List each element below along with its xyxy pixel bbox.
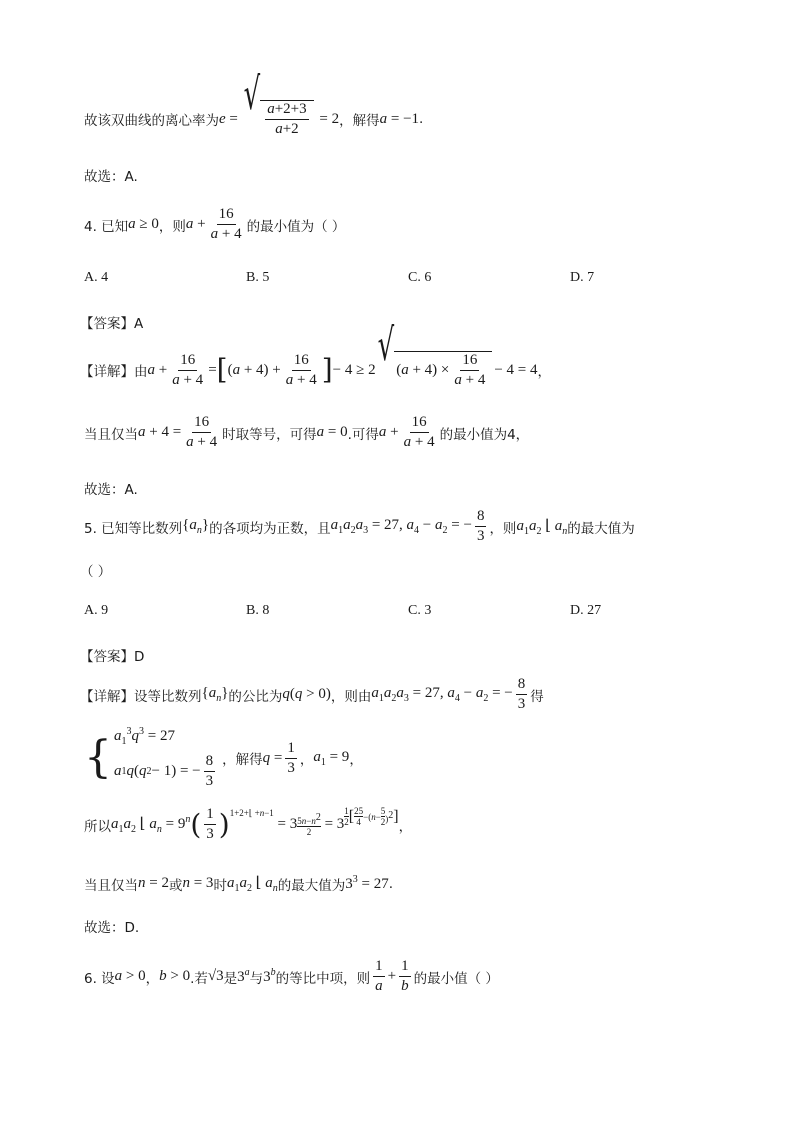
- text: 当且仅当: [84, 426, 138, 443]
- option-c[interactable]: C. 3: [408, 603, 432, 618]
- text: 的等比中项，则: [275, 970, 371, 987]
- line-eccentricity: [84, 70, 424, 138]
- system: { $a_1^3q^3 = 27$ a 1 q ( q 2 − 1) = − $\frac{8}{3}$: [84, 726, 214, 789]
- math: a ≥ 0: [128, 216, 159, 232]
- text: .若: [190, 970, 208, 987]
- math: $a_1a_2$ ⌊ $a_n = 9^n$: [111, 814, 191, 835]
- math: $a_1a_2$ ⌊ $a_n$: [516, 518, 568, 537]
- option-b[interactable]: B. 8: [246, 603, 270, 618]
- math: =: [225, 110, 242, 127]
- bracket: [: [216, 353, 228, 386]
- text: .: [419, 111, 424, 127]
- text: 所以: [84, 818, 111, 835]
- math: $a_1a_2$ ⌊ $a_n$: [226, 875, 278, 894]
- text: 当且仅当: [84, 877, 138, 894]
- math: a +: [147, 361, 168, 378]
- text: 故选：A.: [84, 482, 138, 498]
- text: 【详解】设等比数列: [80, 688, 202, 705]
- math: = 2: [315, 110, 340, 127]
- fraction: $\frac{1}{3}$: [206, 806, 214, 842]
- question-5: [84, 508, 635, 545]
- paren: ): [218, 807, 230, 841]
- answer-5: [80, 645, 144, 665]
- text: ，则: [489, 520, 517, 537]
- choose-line: [84, 478, 138, 498]
- question-5-paren: [80, 560, 111, 580]
- math: 3$^b$: [263, 967, 276, 985]
- text: 故该双曲线的离心率为: [84, 113, 219, 129]
- math: $\{a_n\}$: [201, 685, 229, 704]
- equation-system: [84, 726, 363, 790]
- text: 是: [223, 970, 238, 987]
- option-c[interactable]: C. 6: [408, 270, 432, 285]
- text: 故选：A.: [84, 169, 138, 185]
- text: 与: [249, 970, 264, 987]
- text: ，: [398, 818, 413, 835]
- text: 的最小值为: [439, 426, 508, 443]
- text: ，解得: [339, 113, 380, 129]
- text: 的最大值为: [277, 877, 346, 894]
- condition-5: [84, 873, 393, 894]
- text: 的各项均为正数，且: [209, 520, 331, 537]
- fraction: $\frac{1}{3}$: [287, 739, 295, 776]
- math: − 4 = 4: [494, 361, 538, 378]
- math: √3: [207, 968, 224, 984]
- math: +: [387, 968, 397, 984]
- text: 【答案】D: [80, 649, 145, 665]
- question-6: [84, 958, 499, 995]
- paren: (: [190, 807, 202, 841]
- answer-4: [80, 312, 143, 332]
- option-d[interactable]: D. 7: [570, 270, 595, 285]
- math: (a + 4) +: [227, 361, 281, 378]
- text: 的最大值为: [567, 520, 635, 537]
- text: ，: [299, 752, 314, 768]
- math: e: [219, 110, 226, 127]
- math: a + 4 =: [138, 424, 182, 440]
- math: 1+2+⌊ +n−1: [229, 808, 274, 818]
- math: $\frac{5n-n^2}{2}$: [297, 812, 321, 837]
- fraction: $\frac{16}{a + 4}$: [403, 414, 435, 450]
- condition-4: [84, 414, 529, 451]
- text: 时: [213, 877, 227, 894]
- text: ，: [537, 364, 552, 380]
- option-b[interactable]: B. 5: [246, 270, 270, 285]
- text: 时取等号，可得: [222, 426, 317, 443]
- math: 1 2 [ 25 4 −(n− $\frac{5}{2}$ )$^2$ ]: [344, 806, 399, 827]
- fraction: $\frac{16}{a + 4}$: [210, 206, 242, 242]
- text: 的最小值为（ ）: [246, 218, 346, 235]
- text: （ ）: [80, 564, 112, 580]
- fraction: $\frac{1}{b}$: [401, 958, 409, 994]
- math: = 3: [320, 816, 345, 832]
- math: =: [208, 361, 217, 378]
- choose-line: [84, 165, 138, 185]
- text: ，则: [158, 218, 186, 235]
- choose-line: [84, 916, 139, 936]
- text: 4. 已知: [84, 218, 129, 235]
- fraction: $\frac{8}{3}$: [517, 676, 526, 712]
- math: b > 0: [159, 968, 191, 984]
- math: n = 3: [182, 875, 214, 891]
- math: a > 0: [114, 968, 146, 984]
- math: a = −1: [379, 110, 420, 127]
- fraction: $\frac{16}{a + 4}$: [172, 351, 204, 388]
- math: 3$^a$: [237, 967, 250, 985]
- text: ，: [349, 752, 363, 768]
- option-a[interactable]: A. 9: [84, 603, 109, 618]
- text: ，则由: [330, 688, 372, 705]
- option-a[interactable]: A. 4: [84, 270, 109, 285]
- detail-5: [80, 676, 544, 713]
- text: 的公比为: [228, 688, 283, 705]
- fraction: $\frac{8}{3}$: [476, 508, 485, 544]
- text: 的最小值（ ）: [413, 970, 499, 987]
- math: − 4 ≥ 2: [332, 361, 376, 378]
- math: n = 2: [138, 875, 169, 891]
- text: 【详解】由: [80, 364, 148, 380]
- fraction: $\frac{16}{a + 4}$: [285, 351, 317, 388]
- math: a = 0: [316, 424, 348, 440]
- question-4: [84, 206, 345, 243]
- math: $\{a_n\}$: [182, 517, 210, 536]
- so-5: [84, 806, 412, 843]
- math: = 3: [273, 816, 298, 832]
- math: q(q > 0): [282, 686, 331, 702]
- text: 4，: [507, 426, 530, 443]
- math: $3^3 = 27$: [345, 874, 389, 892]
- text: 故选：D.: [84, 920, 140, 936]
- text: 得: [530, 688, 544, 705]
- math: $a_1a_2a_3 = 27$, $a_4 - a_2$ = −: [330, 517, 472, 536]
- text: ，解得: [222, 752, 263, 768]
- math: a +: [185, 216, 206, 232]
- math: $a_1 = 9$: [313, 748, 350, 768]
- fraction: $\frac{1}{a}$: [375, 958, 383, 994]
- text: 5. 已知等比数列: [84, 520, 183, 537]
- text: ，: [145, 970, 160, 987]
- option-d[interactable]: D. 27: [570, 603, 602, 618]
- text: 【答案】A: [80, 316, 144, 332]
- text: .可得: [347, 426, 379, 443]
- text: 或: [168, 877, 183, 894]
- math: q =: [262, 749, 283, 766]
- fraction: $\frac{a+2+3}{a+2}$: [267, 101, 307, 137]
- sqrt: √ (a + 4) × $\frac{16}{a + 4}$: [378, 351, 493, 389]
- bracket: ]: [321, 353, 333, 386]
- text: 6. 设: [84, 970, 115, 987]
- math: $a_1a_2a_3 = 27$, $a_4 - a_2$ = −: [371, 685, 513, 704]
- text: .: [388, 875, 394, 892]
- sqrt: √ $\frac{a+2+3}{a+2}$: [244, 100, 314, 138]
- fraction: $\frac{16}{a + 4}$: [186, 414, 218, 450]
- math: a +: [378, 424, 399, 440]
